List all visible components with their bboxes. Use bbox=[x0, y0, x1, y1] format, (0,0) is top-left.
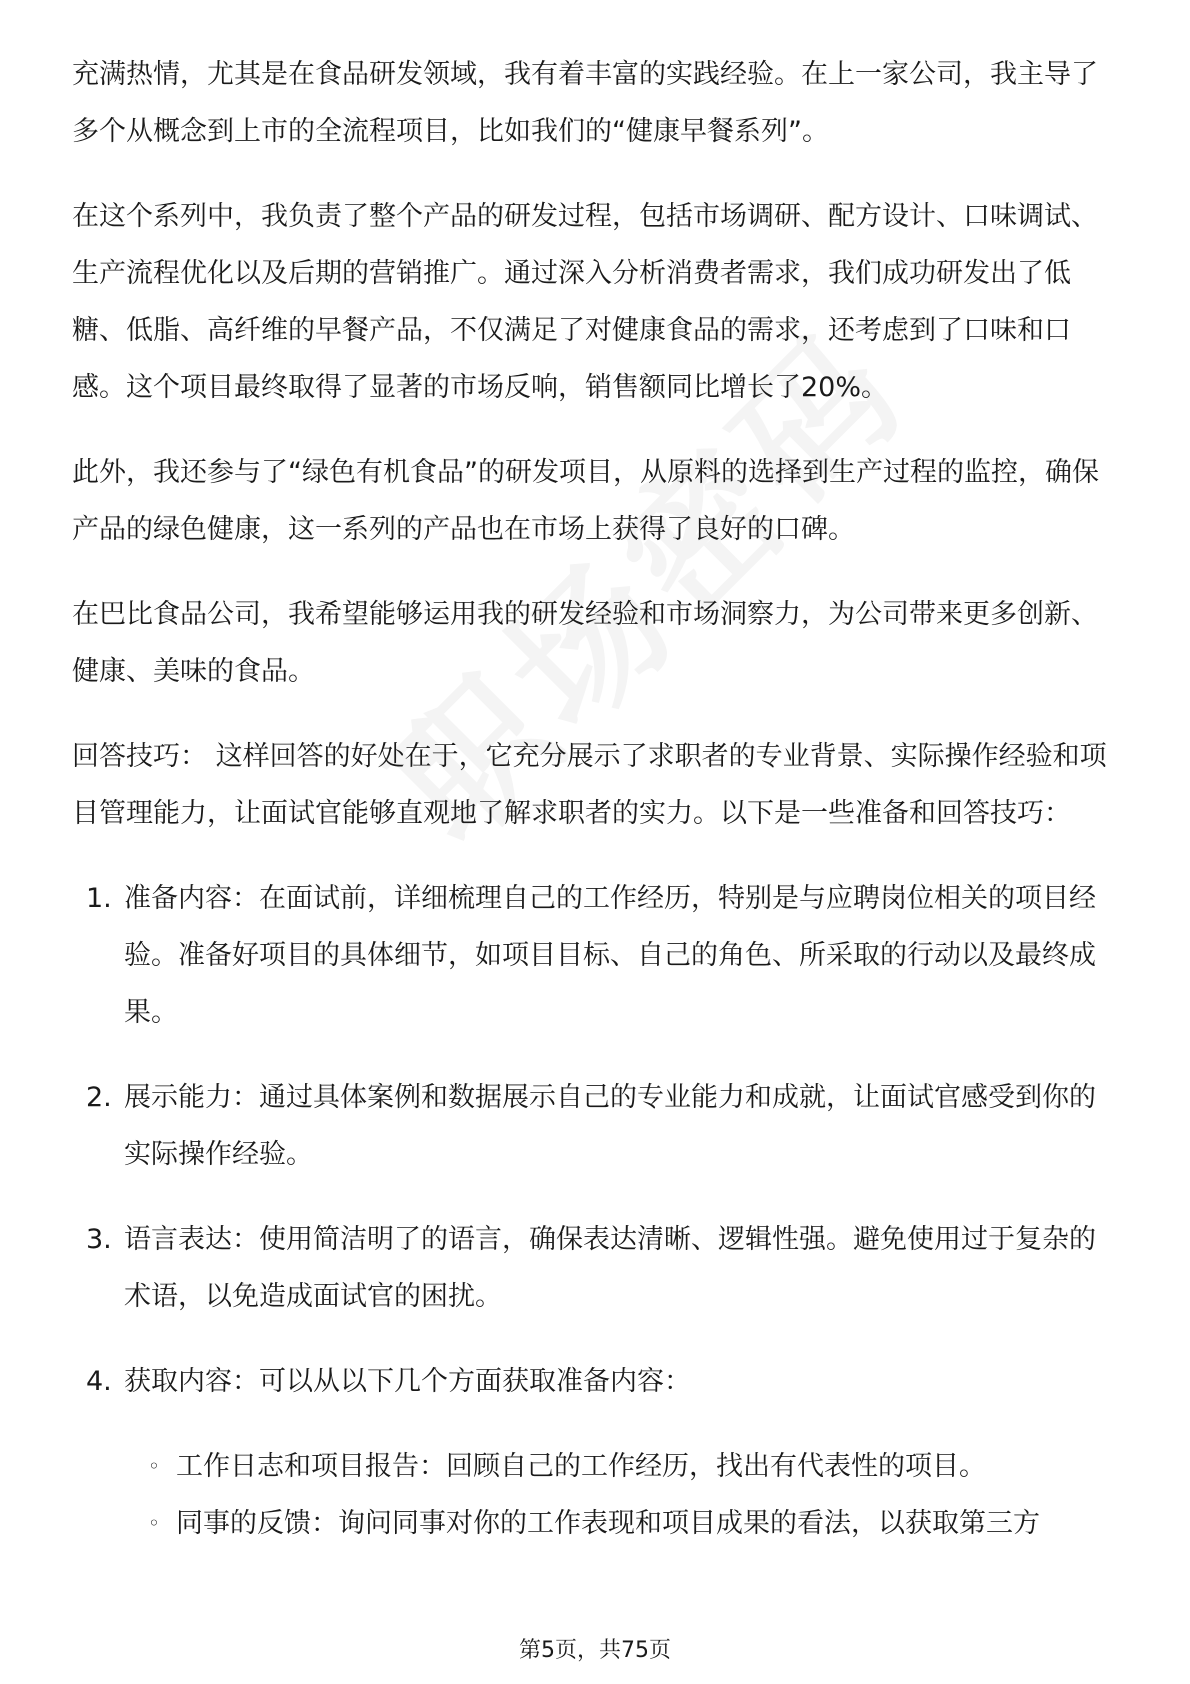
paragraph-goal: 在巴比食品公司，我希望能够运用我的研发经验和市场洞察力，为公司带来更多创新、健康、美味的食品。 bbox=[72, 599, 1098, 687]
paragraph-series: 在这个系列中，我负责了整个产品的研发过程，包括市场调研、配方设计、口味调试、生产流程优化以及后期的营销推广。通过深入分析消费者需求，我们成功研发出了低糖、低脂、高纤维的早餐产品，不仅满足了对健康食品的需求，还考虑到了口味和口感。这个项目最终取得了显著的市场反响，销售额同比增长了20%。 bbox=[72, 201, 1098, 403]
answer-tips: 回答技巧： 这样回答的好处在于，它充分展示了求职者的专业背景、实际操作经验和项目管理能力，让面试官能够直观地了解求职者的实力。以下是一些准备和回答技巧： bbox=[72, 741, 1107, 829]
tip-number: 2. bbox=[86, 1082, 112, 1113]
tips-list bbox=[72, 870, 1122, 1552]
tip-text: 准备内容：在面试前，详细梳理自己的工作经历，特别是与应聘岗位相关的项目经验。准备好项目的具体细节，如项目目标、自己的角色、所采取的行动以及最终成果。 bbox=[124, 883, 1096, 1028]
page-footer: 第5页，共75页 bbox=[519, 1638, 671, 1663]
tip-item bbox=[72, 1353, 1122, 1552]
paragraph-organic: 此外，我还参与了“绿色有机食品”的研发项目，从原料的选择到生产过程的监控，确保产品的绿色健康，这一系列的产品也在市场上获得了良好的口碑。 bbox=[72, 457, 1099, 545]
page-content bbox=[72, 46, 1122, 1580]
tip-text: 获取内容：可以从以下几个方面获取准备内容： bbox=[124, 1366, 691, 1397]
bullet-icon: ◦ bbox=[148, 1511, 160, 1535]
tip-number: 4. bbox=[86, 1366, 112, 1397]
source-item bbox=[72, 1438, 1122, 1495]
tip-text: 语言表达：使用简洁明了的语言，确保表达清晰、逻辑性强。避免使用过于复杂的术语，以免造成面试官的困扰。 bbox=[124, 1224, 1096, 1312]
tip-text: 展示能力：通过具体案例和数据展示自己的专业能力和成就，让面试官感受到你的实际操作经验。 bbox=[124, 1082, 1096, 1170]
tip-item bbox=[72, 1069, 1122, 1183]
source-text: 同事的反馈：询问同事对你的工作表现和项目成果的看法，以获取第三方 bbox=[176, 1508, 1040, 1539]
tip-number: 1. bbox=[86, 883, 112, 914]
source-text: 工作日志和项目报告：回顾自己的工作经历，找出有代表性的项目。 bbox=[176, 1451, 986, 1482]
bullet-icon: ◦ bbox=[148, 1454, 160, 1478]
tip-number: 3. bbox=[86, 1224, 112, 1255]
tip-item bbox=[72, 870, 1122, 1041]
tip-item bbox=[72, 1211, 1122, 1325]
source-item bbox=[72, 1495, 1122, 1552]
paragraph-intro: 充满热情，尤其是在食品研发领域，我有着丰富的实践经验。在上一家公司，我主导了多个从概念到上市的全流程项目，比如我们的“健康早餐系列”。 bbox=[72, 59, 1098, 147]
sources-list bbox=[124, 1438, 1122, 1552]
